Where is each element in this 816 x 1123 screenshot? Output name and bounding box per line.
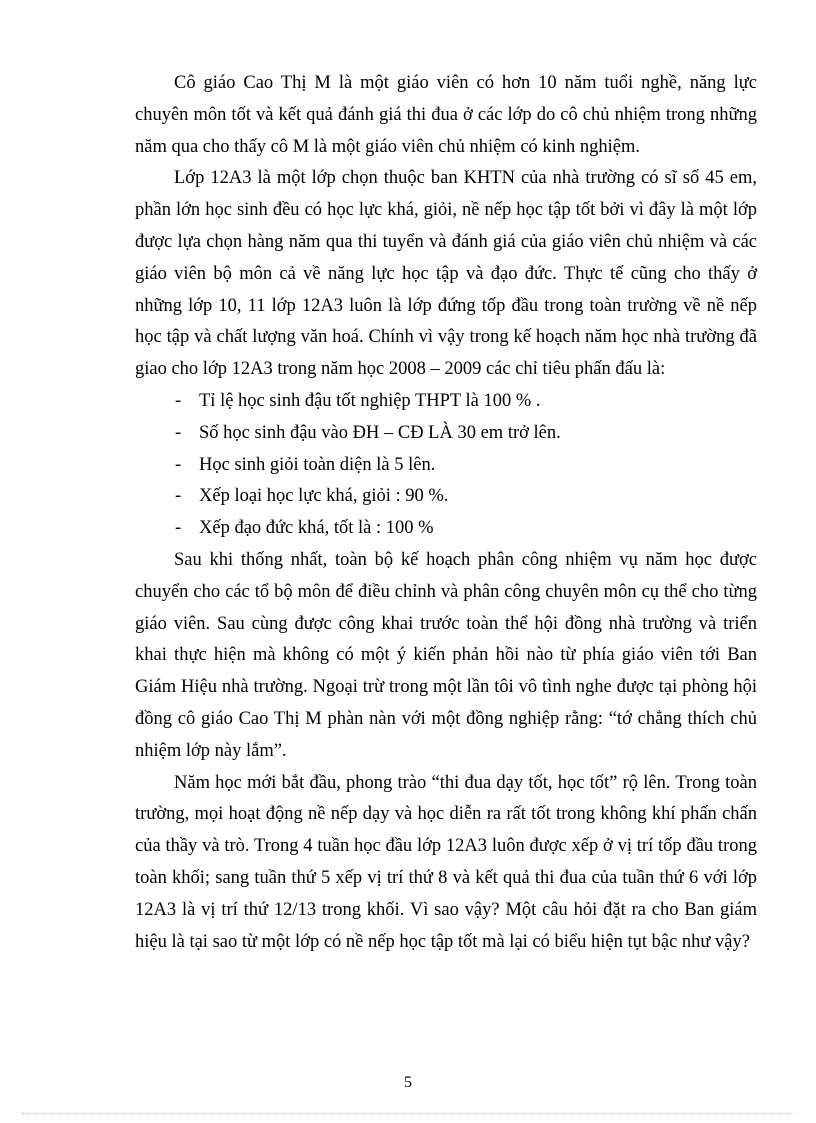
list-item bbox=[135, 418, 757, 450]
bullet-marker: - bbox=[175, 518, 182, 539]
bullet-marker: - bbox=[175, 422, 182, 443]
list-item bbox=[135, 450, 757, 482]
list-item-text: Xếp loại học lực khá, giỏi : 90 %. bbox=[199, 486, 449, 507]
list-item-text: Học sinh giỏi toàn diện là 5 lên. bbox=[199, 454, 436, 475]
list-item-text: Xếp đạo đức khá, tốt là : 100 % bbox=[199, 518, 434, 539]
list-item-text: Tỉ lệ học sinh đậu tốt nghiệp THPT là 100 % . bbox=[199, 390, 541, 411]
bullet-marker: - bbox=[175, 454, 182, 475]
targets-list bbox=[135, 386, 757, 545]
bullet-marker: - bbox=[175, 486, 182, 507]
list-item bbox=[135, 386, 757, 418]
paragraph-plan-distribution: Sau khi thống nhất, toàn bộ kế hoạch phân công nhiệm vụ năm học được chuyển cho các tổ bộ môn để điều chỉnh và phân công chuyên môn cụ thể cho từng giáo viên. Sau cùng được công khai trước toàn thể hội đồng nhà trường và triển khai thực hiện mà không có một ý kiến phản hồi nào từ phía giáo viên tới Ban Giám Hiệu nhà trường. Ngoại trừ trong một lần tôi vô tình nghe được tại phòng hội đồng cô giáo Cao Thị M phàn nàn với một đồng nghiệp rằng: “tớ chẳng thích chủ nhiệm lớp này lắm”. bbox=[135, 549, 757, 761]
list-item bbox=[135, 513, 757, 545]
bullet-marker: - bbox=[175, 390, 182, 411]
list-item bbox=[135, 481, 757, 513]
paragraph-class-description: Lớp 12A3 là một lớp chọn thuộc ban KHTN của nhà trường có sĩ số 45 em, phần lớn học sinh đều có học lực khá, giỏi, nề nếp học tập tốt bởi vì đây là một lớp được lựa chọn hàng năm qua thi tuyển và đánh giá của giáo viên chủ nhiệm và các giáo viên bộ môn cả về năng lực học tập và đạo đức. Thực tế cũng cho thấy ở những lớp 10, 11 lớp 12A3 luôn là lớp đứng tốp đầu trong toàn trường về nề nếp học tập và chất lượng văn hoá. Chính vì vậy trong kế hoạch năm học nhà trường đã giao cho lớp 12A3 trong năm học 2008 – 2009 các chỉ tiêu phấn đấu là: bbox=[135, 168, 757, 380]
document-body bbox=[135, 68, 757, 958]
paragraph-teacher-intro: Cô giáo Cao Thị M là một giáo viên có hơn 10 năm tuổi nghề, năng lực chuyên môn tốt và kết quả đánh giá thi đua ở các lớp do cô chủ nhiệm trong những năm qua cho thấy cô M là một giáo viên chủ nhiệm có kinh nghiệm. bbox=[135, 73, 757, 157]
paragraph-new-school-year: Năm học mới bắt đầu, phong trào “thi đua dạy tốt, học tốt” rộ lên. Trong toàn trường, mọi hoạt động nề nếp dạy và học diễn ra rất tốt trong không khí phấn chấn của thầy và trò. Trong 4 tuần học đầu lớp 12A3 luôn được xếp ở vị trí tốp đầu trong toàn khối; sang tuần thứ 5 xếp vị trí thứ 8 và kết quả thi đua của tuần thứ 6 với lớp 12A3 là vị trí thứ 12/13 trong khối. Vì sao vậy? Một câu hỏi đặt ra cho Ban giám hiệu là tại sao từ một lớp có nề nếp học tập tốt mà lại có biểu hiện tụt bậc như vậy? bbox=[135, 772, 757, 952]
footer-divider bbox=[22, 1113, 794, 1114]
page-number: 5 bbox=[404, 1074, 412, 1091]
list-item-text: Số học sinh đậu vào ĐH – CĐ LÀ 30 em trở lên. bbox=[199, 422, 561, 443]
